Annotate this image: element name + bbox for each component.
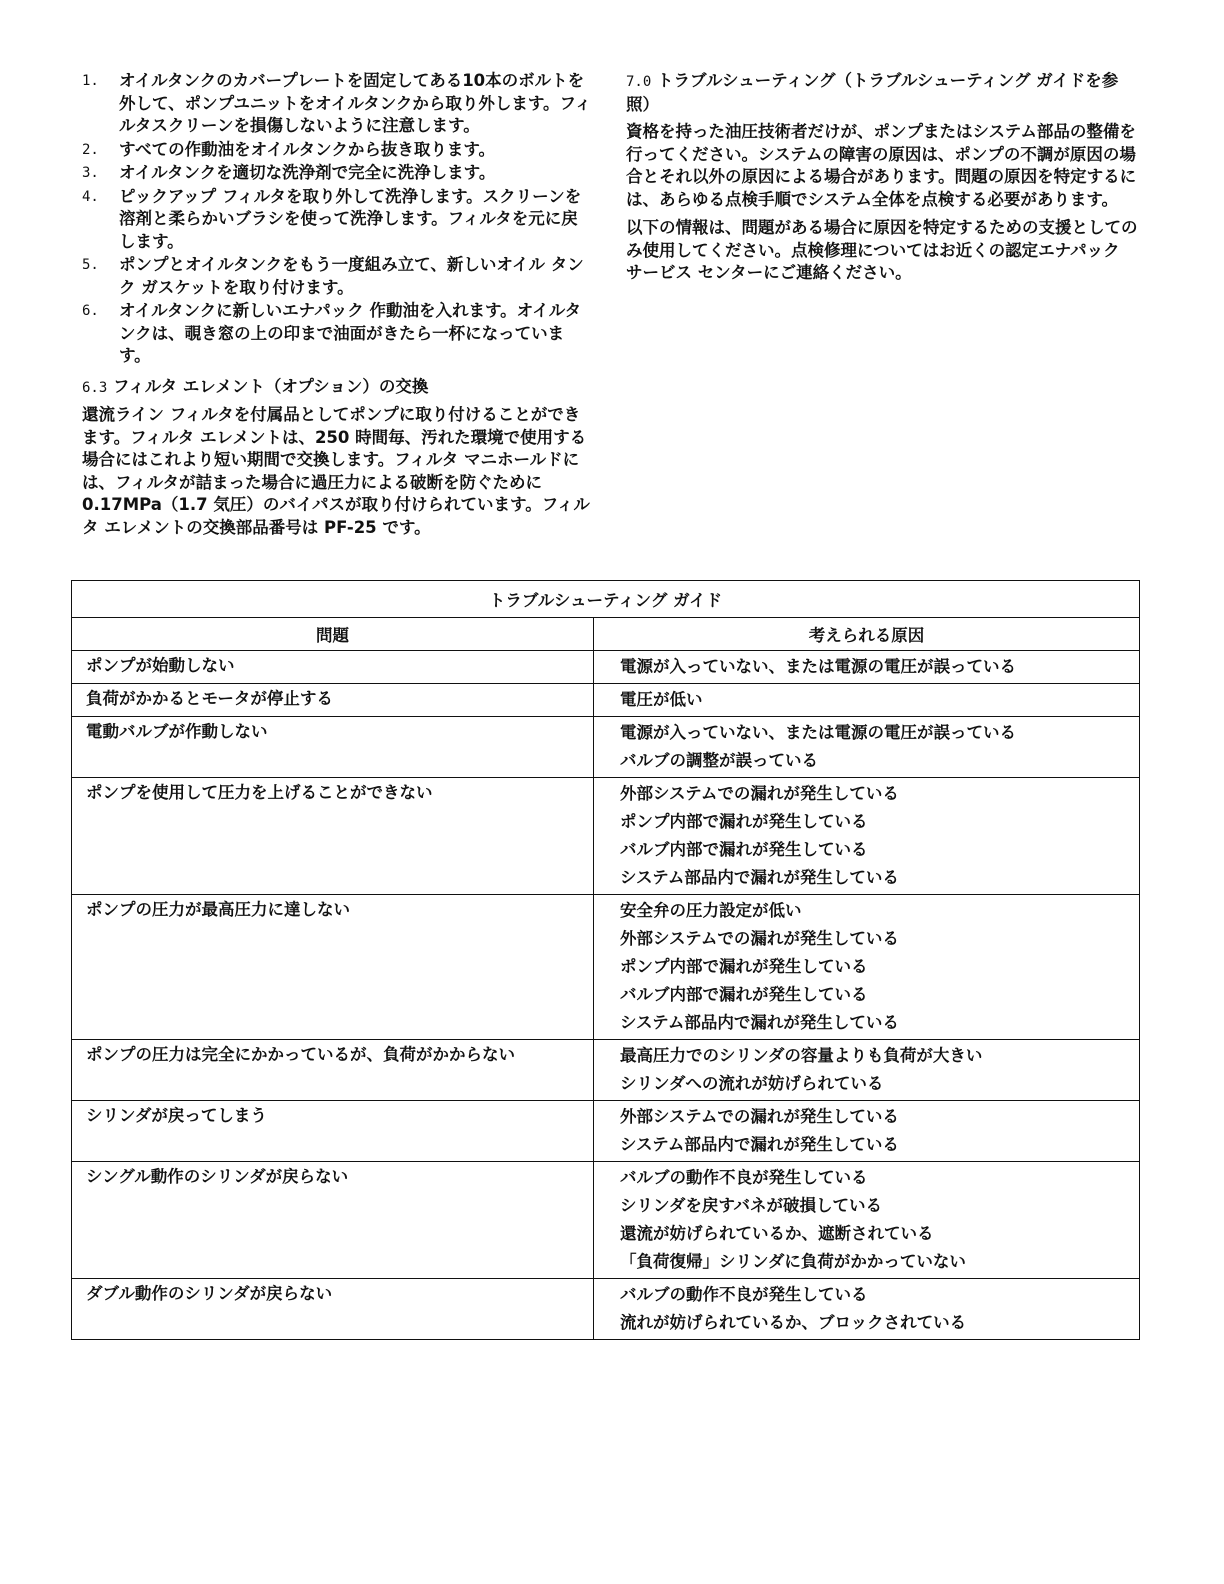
cause-item: シリンダへの流れが妨げられている <box>620 1074 884 1093</box>
step-item <box>82 186 592 254</box>
causes-cell <box>594 717 1140 778</box>
causes-cell <box>594 895 1140 1040</box>
table-row <box>72 1162 1140 1279</box>
section-number: 7.0 <box>626 74 652 90</box>
step-item <box>82 139 592 162</box>
step-text: オイルタンクに新しいエナパック 作動油を入れます。オイルタンクは、覗き窓の上の印まで油面がきたら一杯になっています。 <box>119 301 582 365</box>
step-item <box>82 254 592 299</box>
cause-item: バルブの動作不良が発生している <box>620 1168 868 1187</box>
table-row <box>72 684 1140 717</box>
step-text: ピックアップ フィルタを取り外して洗浄します。スクリーンを溶剤と柔らかいブラシを使って洗浄します。フィルタを元に戻します。 <box>119 186 582 251</box>
cause-item: システム部品内で漏れが発生している <box>620 868 899 887</box>
causes-cell <box>594 1101 1140 1162</box>
causes-cell <box>594 778 1140 895</box>
cause-item: システム部品内で漏れが発生している <box>620 1013 899 1032</box>
table-row <box>72 1279 1140 1340</box>
maintenance-steps <box>82 70 592 368</box>
step-number: 3. <box>82 165 99 181</box>
cause-item: 外部システムでの漏れが発生している <box>620 1107 899 1126</box>
section-6-3-heading <box>82 376 592 400</box>
problem-cell: シングル動作のシリンダが戻らない <box>72 1162 594 1279</box>
section-number: 6.3 <box>82 379 108 396</box>
cause-item: バルブの動作不良が発生している <box>620 1285 868 1304</box>
cause-item: 安全弁の圧力設定が低い <box>620 901 802 920</box>
cause-item: バルブ内部で漏れが発生している <box>620 840 868 859</box>
step-item <box>82 70 592 138</box>
causes-cell <box>594 651 1140 684</box>
cause-item: 「負荷復帰」シリンダに負荷がかかっていない <box>620 1252 966 1271</box>
table-row <box>72 1101 1140 1162</box>
step-number: 1. <box>82 73 99 89</box>
column-header-causes: 考えられる原因 <box>594 618 1140 651</box>
problem-cell: 電動バルブが作動しない <box>72 717 594 778</box>
step-text: ポンプとオイルタンクをもう一度組み立て、新しいオイル タンク ガスケットを取り付けます。 <box>119 255 584 297</box>
problem-cell: シリンダが戻ってしまう <box>72 1101 594 1162</box>
cause-item: 電圧が低い <box>620 690 703 709</box>
step-text: オイルタンクのカバープレートを固定してある10本のボルトを外して、ポンプユニットをオイルタンクから取り外します。フィルタスクリーンを損傷しないように注意します。 <box>119 71 592 135</box>
section-7-0-heading <box>626 70 1138 116</box>
table-title: トラブルシューティング ガイド <box>72 581 1140 618</box>
table-header-row <box>72 618 1140 651</box>
problem-cell: ポンプを使用して圧力を上げることができない <box>72 778 594 895</box>
step-number: 6. <box>82 303 99 319</box>
cause-item: ポンプ内部で漏れが発生している <box>620 957 868 976</box>
step-number: 5. <box>82 257 99 273</box>
problem-cell: ポンプが始動しない <box>72 651 594 684</box>
cause-item: バルブの調整が誤っている <box>620 751 818 770</box>
step-item <box>82 300 592 368</box>
causes-cell <box>594 1162 1140 1279</box>
cause-item: システム部品内で漏れが発生している <box>620 1135 899 1154</box>
problem-cell: ポンプの圧力は完全にかかっているが、負荷がかからない <box>72 1040 594 1101</box>
step-text: すべての作動油をオイルタンクから抜き取ります。 <box>119 139 496 159</box>
right-column <box>626 70 1138 291</box>
troubleshooting-table <box>71 580 1140 1340</box>
causes-cell <box>594 1279 1140 1340</box>
cause-item: 最高圧力でのシリンダの容量よりも負荷が大きい <box>620 1046 983 1065</box>
cause-item: バルブ内部で漏れが発生している <box>620 985 868 1004</box>
cause-item: シリンダを戻すバネが破損している <box>620 1196 883 1215</box>
left-column <box>82 70 592 545</box>
causes-cell <box>594 684 1140 717</box>
table-row <box>72 895 1140 1040</box>
causes-cell <box>594 1040 1140 1101</box>
table-row <box>72 1040 1140 1101</box>
step-item <box>82 162 592 185</box>
section-6-3-body: 還流ライン フィルタを付属品としてポンプに取り付けることができます。フィルタ エレメントは、250 時間毎、汚れた環境で使用する場合にはこれより短い期間で交換します。フィルタ マニホールドには、フィルタが詰まった場合に過圧力による破断を防ぐために 0.17MPa（1.7 気圧）のバイパスが取り付けられています。フィルタ エレメントの交換部品番号は PF-25 です。 <box>82 405 590 537</box>
step-number: 4. <box>82 188 99 205</box>
table-row <box>72 778 1140 895</box>
cause-item: 流れが妨げられているか、ブロックされている <box>620 1313 967 1332</box>
cause-item: 外部システムでの漏れが発生している <box>620 784 899 803</box>
section-7-0-paragraph: 以下の情報は、問題がある場合に原因を特定するための支援としてのみ使用してください。点検修理についてはお近くの認定エナパック サービス センターにご連絡ください。 <box>626 218 1138 282</box>
cause-item: 電源が入っていない、または電源の電圧が誤っている <box>620 657 1016 676</box>
table-row <box>72 717 1140 778</box>
cause-item: ポンプ内部で漏れが発生している <box>620 812 868 831</box>
troubleshooting-guide <box>71 580 1140 1340</box>
column-header-problem: 問題 <box>72 618 594 651</box>
table-row <box>72 651 1140 684</box>
step-text: オイルタンクを適切な洗浄剤で完全に洗浄します。 <box>119 163 496 182</box>
problem-cell: ダブル動作のシリンダが戻らない <box>72 1279 594 1340</box>
section-7-0-paragraph: 資格を持った油圧技術者だけが、ポンプまたはシステム部品の整備を行ってください。システムの障害の原因は、ポンプの不調が原因の場合とそれ以外の原因による場合があります。問題の原因を特定するには、あらゆる点検手順でシステム全体を点検する必要があります。 <box>626 122 1137 209</box>
cause-item: 電源が入っていない、または電源の電圧が誤っている <box>620 723 1016 742</box>
problem-cell: 負荷がかかるとモータが停止する <box>72 684 594 717</box>
cause-item: 還流が妨げられているか、遮断されている <box>620 1224 934 1243</box>
cause-item: 外部システムでの漏れが発生している <box>620 929 899 948</box>
section-title: トラブルシューティング（トラブルシューティング ガイドを参照） <box>626 71 1119 114</box>
step-number: 2. <box>82 141 99 158</box>
problem-cell: ポンプの圧力が最高圧力に達しない <box>72 895 594 1040</box>
section-title: フィルタ エレメント（オプション）の交換 <box>113 376 429 396</box>
